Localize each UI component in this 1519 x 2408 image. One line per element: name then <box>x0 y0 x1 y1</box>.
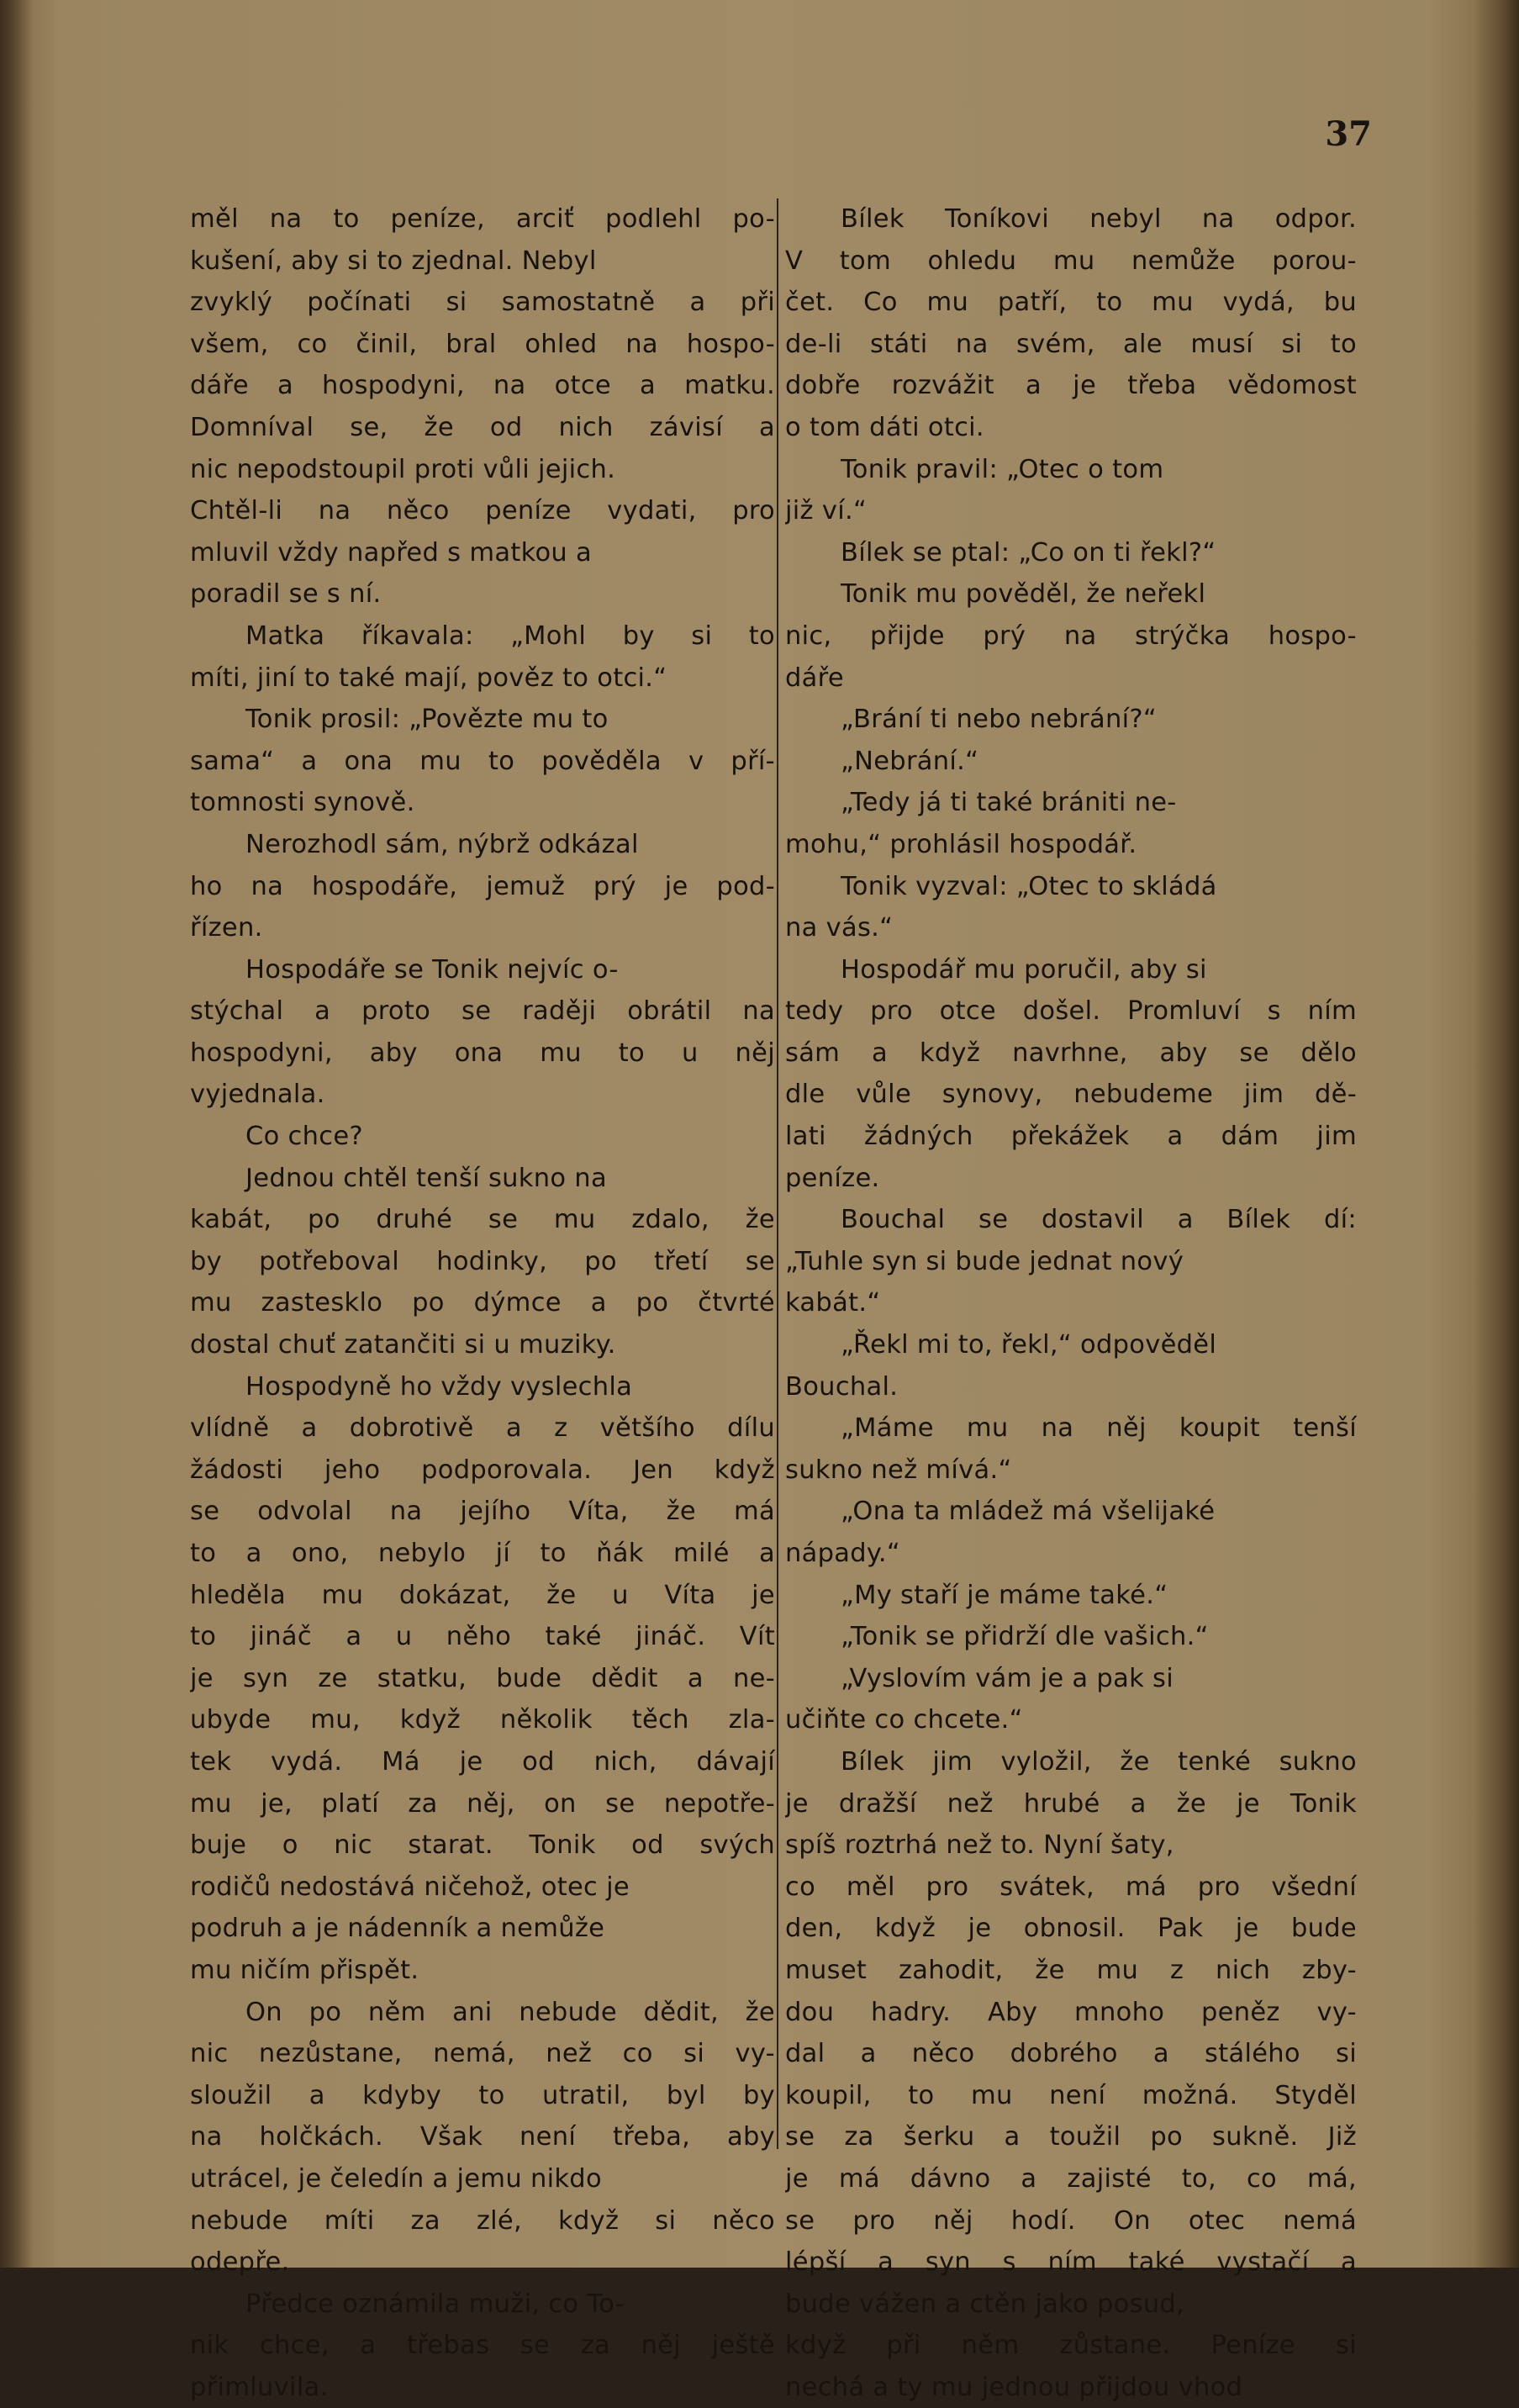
text-line: zvyklý počínati si samostatně a při <box>190 288 775 318</box>
text-line: Bílek se ptal: „Co on ti řekl?“ <box>841 537 1216 568</box>
text-line: dostal chuť zatančiti si u muziky. <box>190 1330 616 1360</box>
text-line: učiňte co chcete.“ <box>785 1705 1023 1735</box>
text-line: to jináč a u něho také jináč. Vít <box>190 1622 775 1652</box>
text-line: řízen. <box>190 913 263 943</box>
text-line: Bílek Toníkovi nebyl na odpor. <box>841 204 1357 234</box>
column-divider <box>777 198 778 2149</box>
text-line: „Tuhle syn si bude jednat nový <box>785 1246 1184 1276</box>
text-line: Tonik vyzval: „Otec to skládá <box>841 871 1217 901</box>
text-line: hospodyni, aby ona mu to u něj <box>190 1038 775 1068</box>
text-line: mu ničím přispět. <box>190 1955 419 1985</box>
text-line: o tom dáti otci. <box>785 412 984 442</box>
text-line: Nerozhodl sám, nýbrž odkázal <box>245 829 639 859</box>
text-line: Předce oznámila muži, co To- <box>245 2289 625 2319</box>
text-line: mu je, platí za něj, on se nepotře- <box>190 1788 775 1819</box>
text-line: den, když je obnosil. Pak je bude <box>785 1914 1357 1944</box>
text-line: odepře. <box>190 2247 290 2278</box>
text-line: tomnosti synově. <box>190 788 415 818</box>
text-line: dal a něco dobrého a stálého si <box>785 2039 1357 2069</box>
text-line: ho na hospodáře, jemuž prý je pod- <box>190 871 775 901</box>
text-line: co měl pro svátek, má pro všední <box>785 1872 1357 1902</box>
text-line: lati žádných překážek a dám jim <box>785 1122 1357 1152</box>
text-line: „Vyslovím vám je a pak si <box>841 1663 1174 1693</box>
text-line: dáře <box>785 663 844 693</box>
text-line: Matka říkavala: „Mohl by si to <box>245 620 775 651</box>
text-line: nic nezůstane, nemá, než co si vy- <box>190 2039 775 2069</box>
text-line: Tonik mu pověděl, že neřekl <box>841 579 1206 610</box>
text-line: se pro něj hodí. On otec nemá <box>785 2205 1357 2236</box>
text-line: podruh a je nádenník a nemůže <box>190 1914 605 1944</box>
text-line: „Ona ta mládež má všelijaké <box>841 1497 1216 1527</box>
text-line: dáře a hospodyni, na otce a matku. <box>190 371 775 401</box>
text-line: vlídně a dobrotivě a z většího dílu <box>190 1413 775 1444</box>
text-line: dobře rozvážit a je třeba vědomost <box>785 371 1357 401</box>
text-line: V tom ohledu mu nemůže porou- <box>785 246 1357 276</box>
text-line: se odvolal na jejího Víta, že má <box>190 1497 775 1527</box>
text-line: sama“ a ona mu to pověděla v pří- <box>190 746 775 776</box>
text-line: Jednou chtěl tenší sukno na <box>245 1163 607 1193</box>
text-line: když při něm zůstane. Peníze si <box>785 2331 1357 2361</box>
text-line: mohu,“ prohlásil hospodář. <box>785 829 1137 859</box>
text-line: nic nepodstoupil proti vůli jejich. <box>190 454 616 484</box>
page-number: 37 <box>1325 114 1372 154</box>
text-line: vyjednala. <box>190 1080 325 1110</box>
text-line: sukno než mívá.“ <box>785 1455 1012 1485</box>
text-line: Hospodáře se Tonik nejvíc o- <box>245 954 619 985</box>
text-line: na holčkách. Však není třeba, aby <box>190 2122 775 2152</box>
text-line: „Máme mu na něj koupit tenší <box>841 1413 1357 1444</box>
text-line: tek vydá. Má je od nich, dávají <box>190 1746 775 1777</box>
text-line: koupil, to mu není možná. Styděl <box>785 2080 1357 2110</box>
text-line: peníze. <box>785 1163 880 1193</box>
text-line: „Tonik se přidrží dle vašich.“ <box>841 1622 1209 1652</box>
text-line: měl na to peníze, arciť podlehl po- <box>190 204 775 234</box>
text-line: Bílek jim vyložil, že tenké sukno <box>841 1746 1357 1777</box>
text-line: přimluvila. <box>190 2372 329 2402</box>
text-line: nebude míti za zlé, když si něco <box>190 2205 775 2236</box>
text-line: kabát.“ <box>785 1288 881 1318</box>
text-line: mluvil vždy napřed s matkou a <box>190 537 593 568</box>
text-line: muset zahodit, že mu z nich zby- <box>785 1955 1357 1985</box>
text-line: nápady.“ <box>785 1539 901 1568</box>
text-line: se za šerku a toužil po sukně. Již <box>785 2122 1357 2152</box>
text-line: On po něm ani nebude dědit, že <box>245 1997 775 2027</box>
text-line: všem, co činil, bral ohled na hospo- <box>190 329 775 359</box>
text-line: Domníval se, že od nich závisí a <box>190 412 775 442</box>
text-line: je syn ze statku, bude dědit a ne- <box>190 1663 775 1693</box>
text-line: bude vážen a ctěn jako posud, <box>785 2289 1185 2319</box>
gutter-shadow <box>0 0 34 2268</box>
text-line: již ví.“ <box>785 496 868 526</box>
text-line: to a ono, nebylo jí to ňák milé a <box>190 1539 775 1568</box>
text-line: „Brání ti nebo nebrání?“ <box>841 705 1157 735</box>
text-line: sám a když navrhne, aby se dělo <box>785 1038 1357 1068</box>
text-line: poradil se s ní. <box>190 579 382 610</box>
text-line: mu zastesklo po dýmce a po čtvrté <box>190 1288 775 1318</box>
text-line: Hospodyně ho vždy vyslechla <box>245 1371 633 1402</box>
text-line: spíš roztrhá než to. Nyní šaty, <box>785 1830 1174 1861</box>
text-line: na vás.“ <box>785 913 894 943</box>
text-line: míti, jiní to také mají, pověz to otci.“ <box>190 663 667 693</box>
text-line: dou hadry. Aby mnoho peněz vy- <box>785 1997 1357 2027</box>
text-line: ubyde mu, když několik těch zla- <box>190 1705 775 1735</box>
text-line: kušení, aby si to zjednal. Nebyl <box>190 246 597 276</box>
text-line: Bouchal se dostavil a Bílek dí: <box>841 1205 1357 1235</box>
text-line: je dražší než hrubé a že je Tonik <box>785 1788 1357 1819</box>
text-line: buje o nic starat. Tonik od svých <box>190 1830 775 1861</box>
text-line: Tonik prosil: „Povězte mu to <box>245 705 609 735</box>
text-line: nik chce, a třebas se za něj ještě <box>190 2331 775 2361</box>
text-line: čet. Co mu patří, to mu vydá, bu <box>785 288 1357 318</box>
text-line: rodičů nedostává ničehož, otec je <box>190 1872 630 1902</box>
text-line: Chtěl-li na něco peníze vydati, pro <box>190 496 775 526</box>
text-line: lépší a syn s ním také vystačí a <box>785 2247 1357 2278</box>
left-column <box>190 198 775 2408</box>
text-line: „Tedy já ti také brániti ne- <box>841 788 1177 818</box>
text-line: kabát, po druhé se mu zdalo, že <box>190 1205 775 1235</box>
text-line: nechá a ty mu jednou přijdou vhod <box>785 2372 1243 2402</box>
text-line: Hospodář mu poručil, aby si <box>841 954 1207 985</box>
text-line: utrácel, je čeledín a jemu nikdo <box>190 2163 602 2194</box>
text-line: nic, přijde prý na strýčka hospo- <box>785 620 1357 651</box>
text-line: „Nebrání.“ <box>841 746 979 776</box>
text-line: je má dávno a zajisté to, co má, <box>785 2163 1357 2194</box>
text-line: de-li státi na svém, ale musí si to <box>785 329 1357 359</box>
text-line: dle vůle synovy, nebudeme jim dě- <box>785 1080 1357 1110</box>
text-line: stýchal a proto se raději obrátil na <box>190 996 775 1027</box>
text-line: „My staří je máme také.“ <box>841 1580 1168 1610</box>
text-line: Bouchal. <box>785 1371 899 1402</box>
text-line: Tonik pravil: „Otec o tom <box>841 454 1164 484</box>
right-column <box>785 198 1357 2408</box>
text-line: sloužil a kdyby to utratil, byl by <box>190 2080 775 2110</box>
text-line: by potřeboval hodinky, po třetí se <box>190 1246 775 1276</box>
text-line: „Řekl mi to, řekl,“ odpověděl <box>841 1330 1217 1360</box>
text-line: žádosti jeho podporovala. Jen když <box>190 1455 775 1485</box>
text-line: hleděla mu dokázat, že u Víta je <box>190 1580 775 1610</box>
text-line: tedy pro otce došel. Promluví s ním <box>785 996 1357 1027</box>
text-line: Co chce? <box>245 1122 363 1152</box>
